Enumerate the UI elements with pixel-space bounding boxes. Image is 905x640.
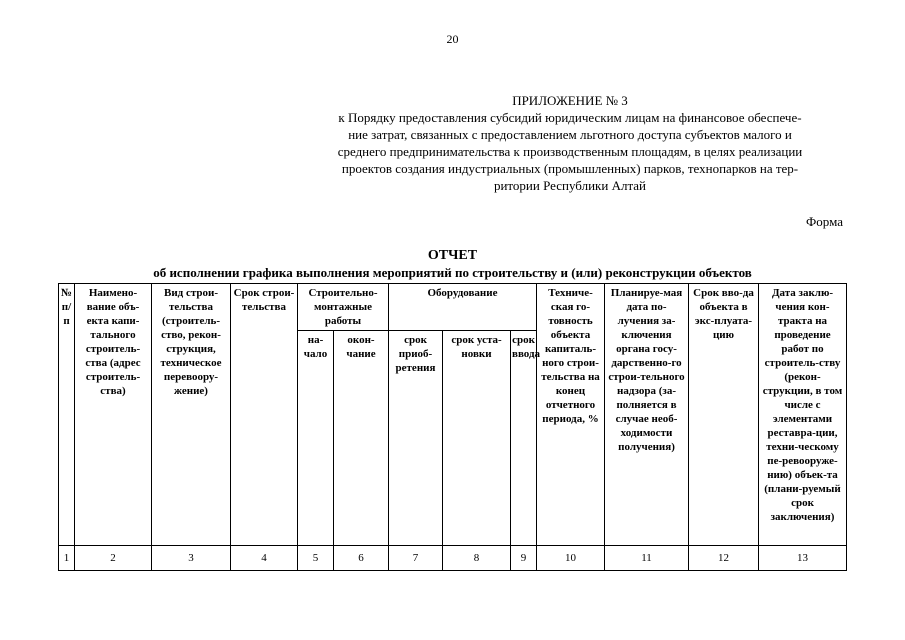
appendix-line: среднего предпринимательства к производственным площадям, в целях реализации xyxy=(337,144,803,159)
appendix-line: ние затрат, связанных с предоставлением льготного доступа субъектов малого и xyxy=(348,127,792,142)
header-works-end: окон-чание xyxy=(334,331,389,546)
header-supervision-date: Планируе-мая дата по-лучения за-ключения органа госу-дарственно-го строи-тельного надзора (за-полняется в случае необ-ходимости получения) xyxy=(605,284,689,546)
header-readiness: Техниче-ская го-товность объекта капиталь-ного строи-тельства на конец отчетного периода, % xyxy=(537,284,605,546)
column-number: 4 xyxy=(231,546,298,571)
column-number: 13 xyxy=(759,546,847,571)
column-number: 6 xyxy=(334,546,389,571)
header-construction-type: Вид строи-тельства (строитель-ство, рекон-струкция, техническое перевоору-жение) xyxy=(152,284,231,546)
column-number: 1 xyxy=(59,546,75,571)
header-equipment-acquisition: срок приоб-ретения xyxy=(389,331,443,546)
report-subtitle: об исполнении графика выполнения мероприятий по строительству и (или) реконструкции объектов xyxy=(153,265,752,280)
header-equipment-commissioning: срок ввода xyxy=(511,331,537,546)
column-number: 3 xyxy=(152,546,231,571)
column-number: 10 xyxy=(537,546,605,571)
header-commissioning-term: Срок вво-да объекта в экс-плуата-цию xyxy=(689,284,759,546)
header-number: № п/п xyxy=(59,284,75,546)
page-number: 20 xyxy=(446,32,459,46)
header-works-start: на-чало xyxy=(298,331,334,546)
header-contract-date: Дата заклю-чения кон-тракта на проведение работ по строитель-ству (рекон-струкции, в том числе с элементами реставра-ции, техни-ческому пе-ревооруже-нию) объек-та (плани-руемый срок заключения) xyxy=(759,284,847,546)
header-object-name: Наимено-вание объ-екта капи-тального строитель-ства (адрес строитель-ства) xyxy=(75,284,152,546)
header-works-group: Строительно-монтажные работы xyxy=(298,284,389,331)
column-number: 9 xyxy=(511,546,537,571)
report-table xyxy=(58,283,847,571)
appendix-title: ПРИЛОЖЕНИЕ № 3 xyxy=(512,93,628,108)
column-number: 7 xyxy=(389,546,443,571)
column-number: 5 xyxy=(298,546,334,571)
appendix-line: к Порядку предоставления субсидий юридическим лицам на финансовое обеспече- xyxy=(338,110,802,125)
appendix-block xyxy=(290,92,850,194)
header-equipment-installation: срок уста-новки xyxy=(443,331,511,546)
column-number: 11 xyxy=(605,546,689,571)
column-number: 12 xyxy=(689,546,759,571)
header-equipment-group: Оборудование xyxy=(389,284,537,331)
column-number-row xyxy=(59,546,847,571)
column-number: 8 xyxy=(443,546,511,571)
column-number: 2 xyxy=(75,546,152,571)
appendix-line: проектов создания индустриальных (промышленных) парков, технопарков на тер- xyxy=(341,161,799,176)
header-row xyxy=(59,284,847,331)
appendix-line: ритории Республики Алтай xyxy=(493,178,647,193)
report-title: ОТЧЕТ xyxy=(427,248,478,263)
header-construction-term: Срок строи-тельства xyxy=(231,284,298,546)
form-label: Форма xyxy=(806,214,843,229)
